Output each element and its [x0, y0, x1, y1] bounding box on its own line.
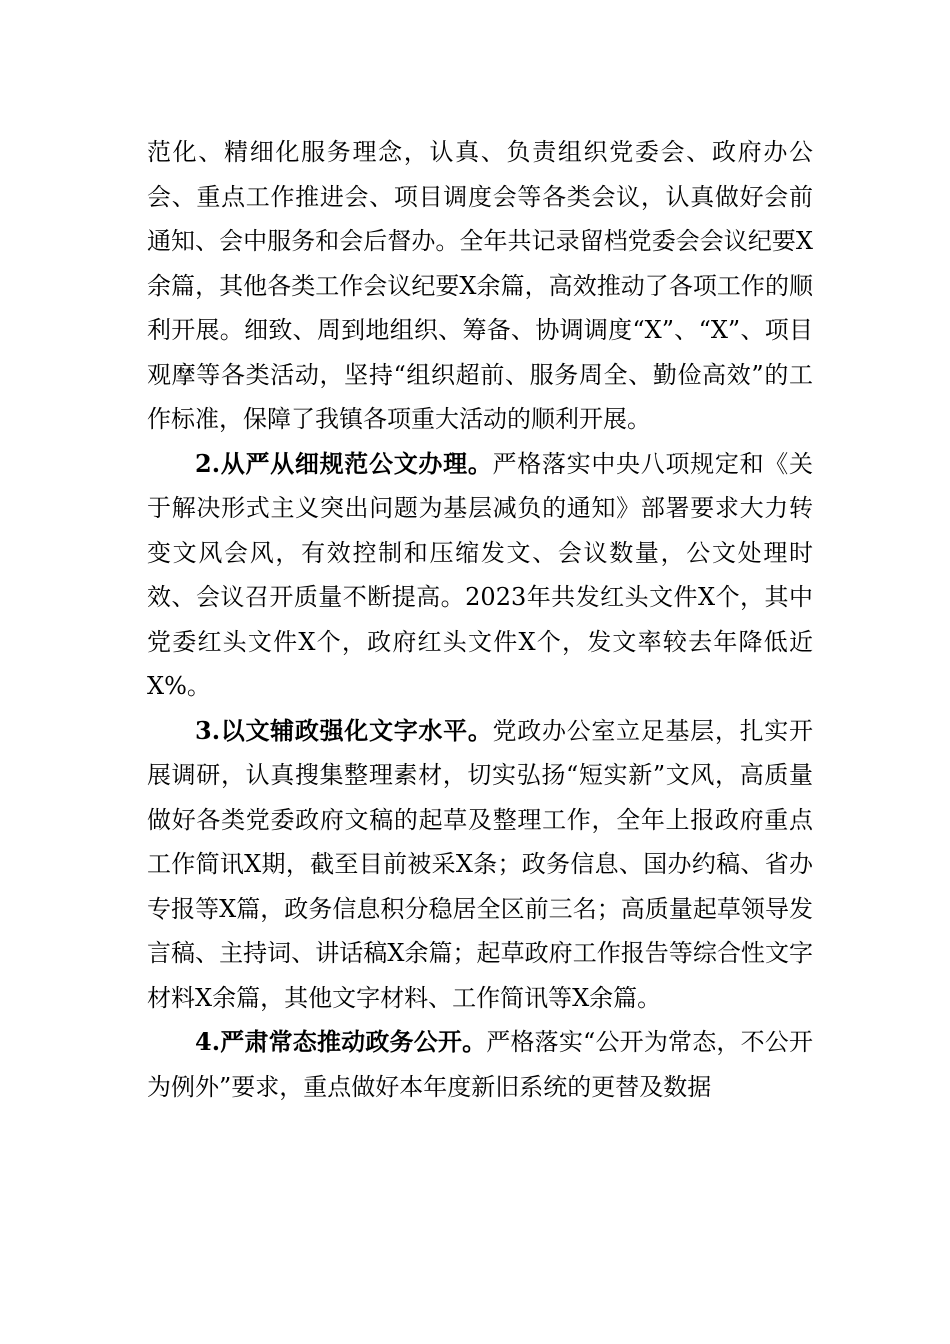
paragraph-text: 范化、精细化服务理念，认真、负责组织党委会、政府办公会、重点工作推进会、项目调度会等各类会议，认真做好会前通知、会中服务和会后督办。全年共记录留档党委会会议纪要X余篇，其他各类工作会议纪要X余篇，高效推动了各项工作的顺利开展。细致、周到地组织、筹备、协调调度“X”、“X”、项目观摩等各类活动，坚持“组织超前、服务周全、勤俭高效”的工作标准，保障了我镇各项重大活动的顺利开展。	[147, 138, 813, 433]
paragraph-text: 党政办公室立足基层，扎实开展调研，认真搜集整理素材，切实弘扬“短实新”文风，高质量做好各类党委政府文稿的起草及整理工作，全年上报政府重点工作简讯X期，截至目前被采X条；政务信息、国办约稿、省办专报等X篇，政务信息积分稳居全区前三名；高质量起草领导发言稿、主持词、讲话稿X余篇；起草政府工作报告等综合性文字材料X余篇，其他文字材料、工作简讯等X余篇。	[147, 716, 813, 1012]
paragraph-text: 严格落实“公开为常态，不公开为例外”要求，重点做好本年度新旧系统的更替及数据	[147, 1028, 813, 1101]
paragraph-heading: 2.从严从细规范公文办理。	[195, 448, 493, 478]
document-body	[147, 130, 813, 1109]
paragraph-government-openness	[147, 1020, 813, 1109]
paragraph-writing-level	[147, 709, 813, 1021]
paragraph-official-documents	[147, 442, 813, 709]
paragraph-heading: 4.严肃常态推动政务公开。	[195, 1027, 487, 1056]
paragraph-continuation	[147, 130, 813, 442]
paragraph-text: 严格落实中央八项规定和《关于解决形式主义突出问题为基层减负的通知》部署要求大力转变文风会风，有效控制和压缩发文、会议数量，公文处理时效、会议召开质量不断提高。2023年共发红头文件X个，其中党委红头文件X个，政府红头文件X个，发文率较去年降低近X%。	[147, 449, 813, 700]
paragraph-heading: 3.以文辅政强化文字水平。	[195, 715, 493, 745]
